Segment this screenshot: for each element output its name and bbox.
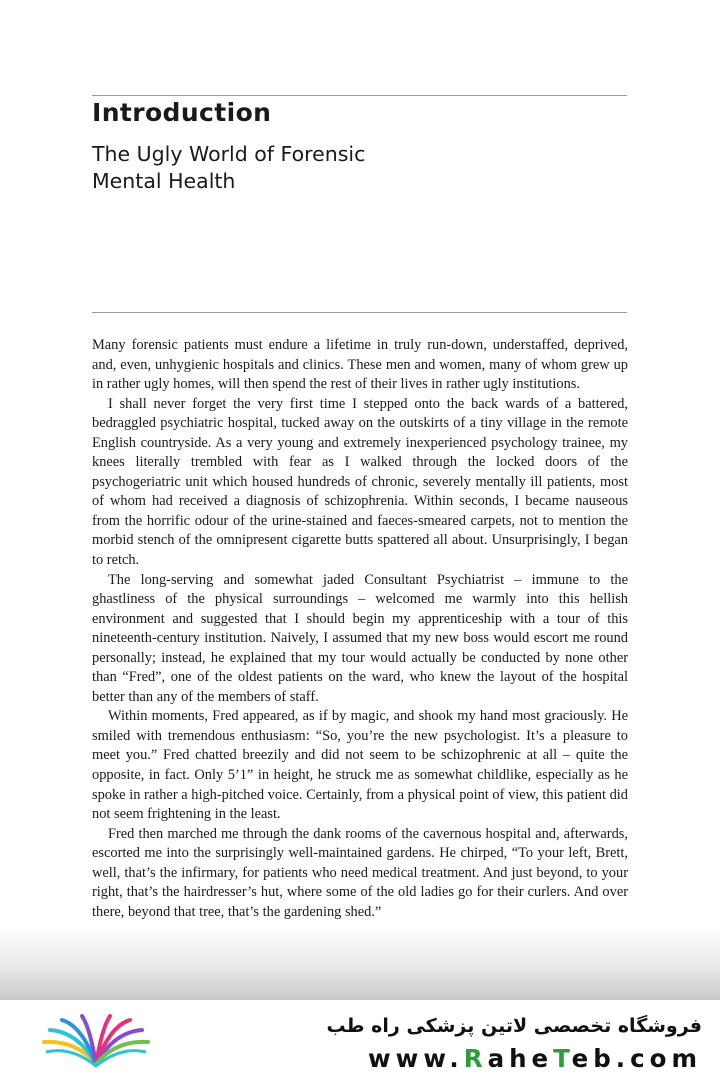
watermark-banner xyxy=(0,1000,720,1080)
open-book-logo-icon xyxy=(36,1012,156,1072)
header-rule-top xyxy=(92,95,627,96)
url-accent-t: T xyxy=(553,1044,572,1073)
paragraph: Within moments, Fred appeared, as if by magic, and shook my hand most graciously. He smiled with tremendous enthusiasm: “So, you’re the new psychologist. It’s a pleasure to meet you.” Fred chatted breezily and did not seem to be schizophrenic at all – quite the opposite, in fact. Only 5’1” in height, he struck me as somewhat childlike, especially as he spoke in rather a high-pitched voice. Certainly, from a physical point of view, this patient did not seem frightening in the least. xyxy=(92,708,628,823)
url-middle: ahe xyxy=(487,1044,554,1073)
body-text xyxy=(92,336,628,922)
paragraph: Fred then marched me through the dank rooms of the cavernous hospital and, afterwards, escorted me into the surprisingly well-maintained gardens. He chirped, “To your left, Brett, well, that’s the infirmary, for patients who need medical treatment. And just beyond, to your right, that’s the hairdresser’s hut, where some of the old ladies go for their curlers. And over there, beyond that tree, that’s the gardening shed.” xyxy=(92,825,628,920)
chapter-title-line-1: The Ugly World of Forensic xyxy=(92,142,366,166)
chapter-title-line-2: Mental Health xyxy=(92,169,236,193)
store-url[interactable] xyxy=(368,1044,702,1073)
url-accent-r: R xyxy=(463,1044,488,1073)
chapter-title xyxy=(92,141,612,195)
header-rule-bottom xyxy=(92,312,627,313)
paragraph: I shall never forget the very first time I stepped onto the back wards of a battered, bedraggled psychiatric hospital, tucked away on the outskirts of a tiny village in the remote English countryside. As a very young and extremely inexperienced psychology trainee, my knees literally trembled with fear as I walked through the locked doors of the psychogeriatric unit which housed hundreds of chronic, severely mentally ill patients, most of whom had received a diagnosis of schizophrenia. Within seconds, I became nauseous from the horrific odour of the urine-stained and faeces-smeared carpets, not to mention the morbid stench of the omnipresent cigarette butts spattered all about. Unsurprisingly, I began to retch. xyxy=(92,395,628,569)
url-prefix: www. xyxy=(368,1044,464,1073)
url-suffix: eb.com xyxy=(571,1044,702,1073)
store-name: فروشگاه تخصصی لاتین پزشکی راه طب xyxy=(326,1015,702,1037)
chapter-label: Introduction xyxy=(92,98,272,127)
page-bottom-shadow xyxy=(0,925,720,1000)
paragraph: The long-serving and somewhat jaded Consultant Psychiatrist – immune to the ghastliness of the physical surroundings – welcomed me warmly into this hellish environment and suggested that I should begin my apprenticeship with a tour of this nineteenth-century institution. Naively, I assumed that my new boss would escort me round personally; instead, he explained that my tour would actually be conducted by none other than “Fred”, one of the oldest patients on the ward, who knew the layout of the hospital better than any of the members of staff. xyxy=(92,571,628,705)
paragraph: Many forensic patients must endure a lifetime in truly run-down, understaffed, deprived, and, even, unhygienic hospitals and clinics. These men and women, many of whom grew up in rather ugly homes, will then spend the rest of their lives in rather ugly institutions. xyxy=(92,337,628,393)
